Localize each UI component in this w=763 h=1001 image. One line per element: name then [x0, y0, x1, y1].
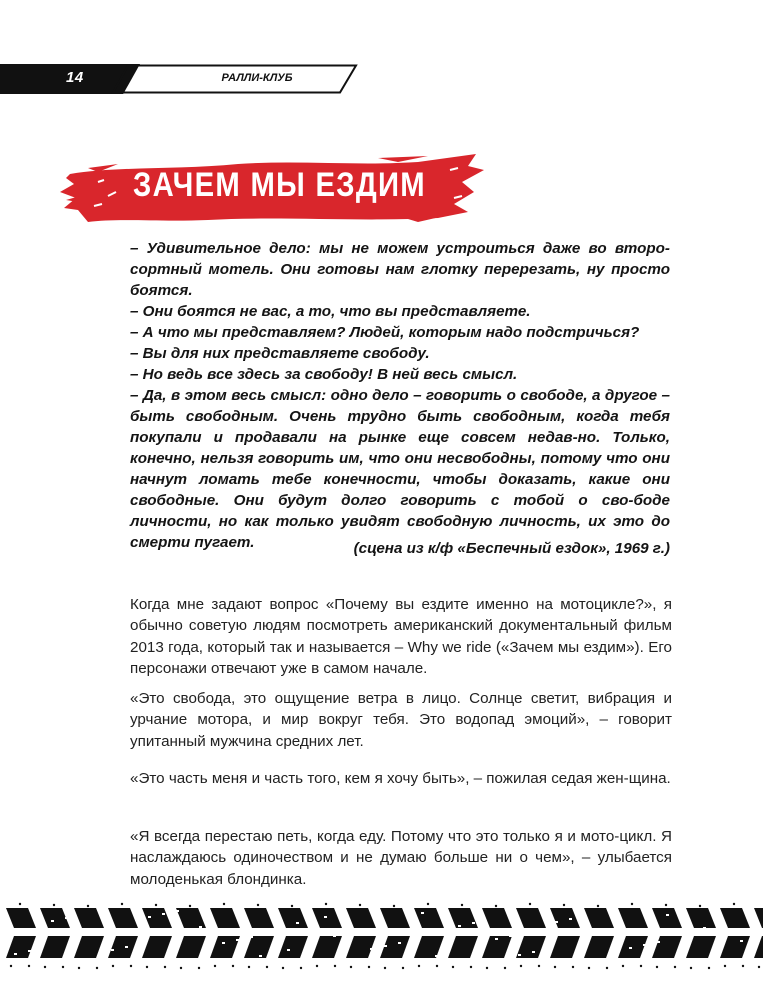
tread-block	[278, 936, 308, 958]
tread-speck	[368, 966, 370, 968]
tread-wear	[139, 943, 142, 945]
tread-block	[6, 936, 36, 958]
tread-wear	[88, 933, 91, 935]
tread-speck	[189, 905, 191, 907]
tread-wear	[509, 935, 512, 937]
tread-block	[244, 936, 274, 958]
tread-speck	[631, 903, 633, 905]
tread-speck	[699, 905, 701, 907]
tread-wear	[222, 942, 225, 944]
tread-speck	[214, 965, 216, 967]
running-title: РАЛЛИ-КЛУБ	[221, 72, 293, 84]
tread-block	[448, 936, 478, 958]
tread-wear	[754, 937, 757, 939]
tread-wear	[74, 936, 77, 938]
tread-speck	[538, 965, 540, 967]
tread-wear	[629, 947, 632, 949]
tread-speck	[121, 903, 123, 905]
tread-speck	[96, 967, 98, 969]
tread-speck	[180, 967, 182, 969]
tread-speck	[690, 967, 692, 969]
tread-wear	[370, 948, 373, 950]
tread-block	[142, 908, 172, 928]
tread-wear	[481, 941, 484, 943]
tread-wear	[213, 923, 216, 925]
epigraph-line: – Удивительное дело: мы не можем устроиться даже во второ-сортный мотель. Они готовы нам глотку перерезать, ну просто боятся.	[130, 240, 670, 299]
tread-speck	[674, 966, 676, 968]
tread-block	[754, 936, 763, 958]
tread-speck	[325, 903, 327, 905]
tread-block	[720, 936, 750, 958]
tread-wear	[606, 931, 609, 933]
tread-speck	[282, 967, 284, 969]
tread-speck	[520, 965, 522, 967]
tread-speck	[87, 905, 89, 907]
tread-speck	[257, 904, 259, 906]
tread-speck	[198, 967, 200, 969]
tread-speck	[223, 903, 225, 905]
tread-speck	[112, 965, 114, 967]
tread-wear	[296, 922, 299, 924]
tread-speck	[495, 905, 497, 907]
chapter-title: ЗАЧЕМ МЫ ЕЗДИМ	[133, 166, 426, 204]
tread-wear	[37, 923, 40, 925]
tread-speck	[665, 904, 667, 906]
tread-block	[74, 908, 104, 928]
tread-wear	[495, 938, 498, 940]
tread-wear	[398, 942, 401, 944]
tread-speck	[300, 967, 302, 969]
page-number: 14	[66, 69, 84, 86]
tread-speck	[418, 965, 420, 967]
tread-block	[108, 936, 138, 958]
tread-wear	[185, 929, 188, 931]
tread-wear	[421, 912, 424, 914]
tread-block	[686, 936, 716, 958]
tread-speck	[266, 966, 268, 968]
tread-block	[482, 908, 512, 928]
tread-speck	[402, 967, 404, 969]
epigraph-line: – Но ведь все здесь за свободу! В ней весь смысл.	[130, 366, 518, 383]
tread-speck	[78, 967, 80, 969]
tread-speck	[164, 966, 166, 968]
tread-wear	[518, 954, 521, 956]
epigraph	[130, 238, 670, 553]
tread-block	[6, 908, 36, 928]
tread-wear	[236, 939, 239, 941]
tread-speck	[53, 904, 55, 906]
tread-wear	[347, 932, 350, 934]
epigraph-source: (сцена из к/ф «Беспечный ездок», 1969 г.)	[353, 540, 670, 557]
tread-speck	[436, 965, 438, 967]
tread-wear	[666, 914, 669, 916]
tread-wear	[199, 926, 202, 928]
tread-speck	[640, 965, 642, 967]
tread-wear	[384, 945, 387, 947]
tread-speck	[155, 904, 157, 906]
epigraph-line: – Вы для них представляете свободу.	[130, 345, 430, 362]
epigraph-line: – Да, в этом весь смысл: одно дело – говорить о свободе, а другое – быть свободным. Очень трудно быть свободным, когда тебя покупали и продавали на рынке еще совсем недав-но. Только, конечно, нельзя говорить им, что они несвободны, потому что они начнут ломать тебе конечности, чтобы доказать, какие они свободные. Они будут долго говорить с тобой о сво-боде личности, но как только увидят свободную личность, их это до смерти пугает.	[130, 387, 670, 551]
tread-wear	[273, 952, 276, 954]
tread-wear	[125, 946, 128, 948]
tread-block	[142, 936, 172, 958]
tread-block	[550, 908, 580, 928]
tread-wear	[333, 935, 336, 937]
tread-wear	[51, 920, 54, 922]
tread-wear	[310, 919, 313, 921]
tread-wear	[111, 949, 114, 951]
tread-block	[278, 908, 308, 928]
tread-wear	[657, 941, 660, 943]
tread-wear	[250, 936, 253, 938]
tread-speck	[606, 967, 608, 969]
tread-block	[516, 908, 546, 928]
tire-tread-icon	[0, 898, 763, 978]
tread-wear	[458, 925, 461, 927]
tread-speck	[708, 967, 710, 969]
tread-speck	[28, 965, 30, 967]
tread-block	[414, 936, 444, 958]
tread-wear	[643, 944, 646, 946]
tread-wear	[407, 915, 410, 917]
tread-block	[584, 908, 614, 928]
tread-speck	[146, 966, 148, 968]
tread-wear	[620, 928, 623, 930]
tread-speck	[563, 904, 565, 906]
tread-block	[40, 936, 70, 958]
tread-speck	[10, 965, 12, 967]
tread-block	[652, 936, 682, 958]
tread-speck	[44, 966, 46, 968]
tread-block	[108, 908, 138, 928]
body-paragraph: «Это часть меня и часть того, кем я хочу быть», – пожилая седая жен-щина.	[130, 770, 671, 787]
tread-speck	[384, 967, 386, 969]
tread-speck	[486, 967, 488, 969]
tread-speck	[232, 965, 234, 967]
tread-block	[448, 908, 478, 928]
tread-block	[618, 936, 648, 958]
body-paragraph: Когда мне задают вопрос «Почему вы ездите именно на мотоцикле?», я обычно советую людям посмотреть американский документальный фильм 2013 года, который так и называется – Why we ride («Зачем мы ездим»). Его персонажи отвечают уже в самом начале.	[130, 596, 672, 678]
header-outline	[0, 64, 763, 94]
tread-block	[312, 936, 342, 958]
tread-speck	[588, 967, 590, 969]
tread-wear	[583, 915, 586, 917]
tread-wear	[28, 950, 31, 952]
tread-speck	[724, 965, 726, 967]
tread-speck	[359, 904, 361, 906]
tread-speck	[291, 905, 293, 907]
tread-wear	[680, 911, 683, 913]
tread-wear	[472, 922, 475, 924]
tread-speck	[572, 966, 574, 968]
tread-wear	[592, 934, 595, 936]
tread-speck	[758, 966, 760, 968]
tread-block	[244, 908, 274, 928]
tread-wear	[324, 916, 327, 918]
tread-wear	[0, 910, 3, 912]
tread-speck	[62, 966, 64, 968]
tread-block	[414, 908, 444, 928]
tread-speck	[19, 903, 21, 905]
tread-speck	[130, 965, 132, 967]
tread-speck	[393, 905, 395, 907]
tread-wear	[532, 951, 535, 953]
tread-wear	[65, 917, 68, 919]
tread-speck	[554, 966, 556, 968]
tread-speck	[452, 966, 454, 968]
tread-speck	[529, 903, 531, 905]
tread-wear	[717, 924, 720, 926]
tread-block	[720, 908, 750, 928]
tread-wear	[703, 927, 706, 929]
tread-speck	[316, 965, 318, 967]
tread-speck	[504, 967, 506, 969]
tread-speck	[248, 966, 250, 968]
tread-speck	[742, 965, 744, 967]
tread-wear	[102, 930, 105, 932]
tread-wear	[361, 929, 364, 931]
body-paragraph: «Я всегда перестаю петь, когда еду. Потому что это только я и мото-цикл. Я наслаждаюсь одиночеством и не думаю больше ни о чем», – улыбается молоденькая блондинка.	[130, 828, 672, 888]
tread-speck	[334, 965, 336, 967]
tread-speck	[622, 965, 624, 967]
tread-block	[652, 908, 682, 928]
tread-wear	[546, 948, 549, 950]
tread-speck	[470, 966, 472, 968]
body-paragraph: «Это свобода, это ощущение ветра в лицо. Солнце светит, вибрация и урчание мотора, и мир вокруг тебя. Это водопад эмоций», – говорит упитанный мужчина средних лет.	[130, 690, 672, 750]
tread-wear	[435, 955, 438, 957]
tread-speck	[427, 903, 429, 905]
tread-wear	[148, 916, 151, 918]
tread-speck	[597, 905, 599, 907]
tread-wear	[259, 955, 262, 957]
tread-wear	[176, 910, 179, 912]
tread-block	[550, 936, 580, 958]
epigraph-line: – Они боятся не вас, а то, что вы представляете.	[130, 303, 531, 320]
tread-speck	[350, 966, 352, 968]
tread-block	[176, 908, 206, 928]
tread-block	[584, 936, 614, 958]
tread-wear	[740, 940, 743, 942]
tread-block	[210, 936, 240, 958]
tread-wear	[569, 918, 572, 920]
tread-block	[346, 936, 376, 958]
tread-block	[754, 908, 763, 928]
tread-block	[176, 936, 206, 958]
tread-speck	[656, 966, 658, 968]
tread-block	[618, 908, 648, 928]
tread-wear	[555, 921, 558, 923]
tread-speck	[733, 903, 735, 905]
tread-wear	[162, 913, 165, 915]
tread-block	[686, 908, 716, 928]
tread-wear	[444, 928, 447, 930]
tread-wear	[287, 949, 290, 951]
tread-block	[346, 908, 376, 928]
tread-wear	[14, 953, 17, 955]
tread-block	[380, 908, 410, 928]
tread-block	[74, 936, 104, 958]
tread-speck	[461, 904, 463, 906]
epigraph-line: – А что мы представляем? Людей, которым надо подстричься?	[130, 324, 640, 341]
